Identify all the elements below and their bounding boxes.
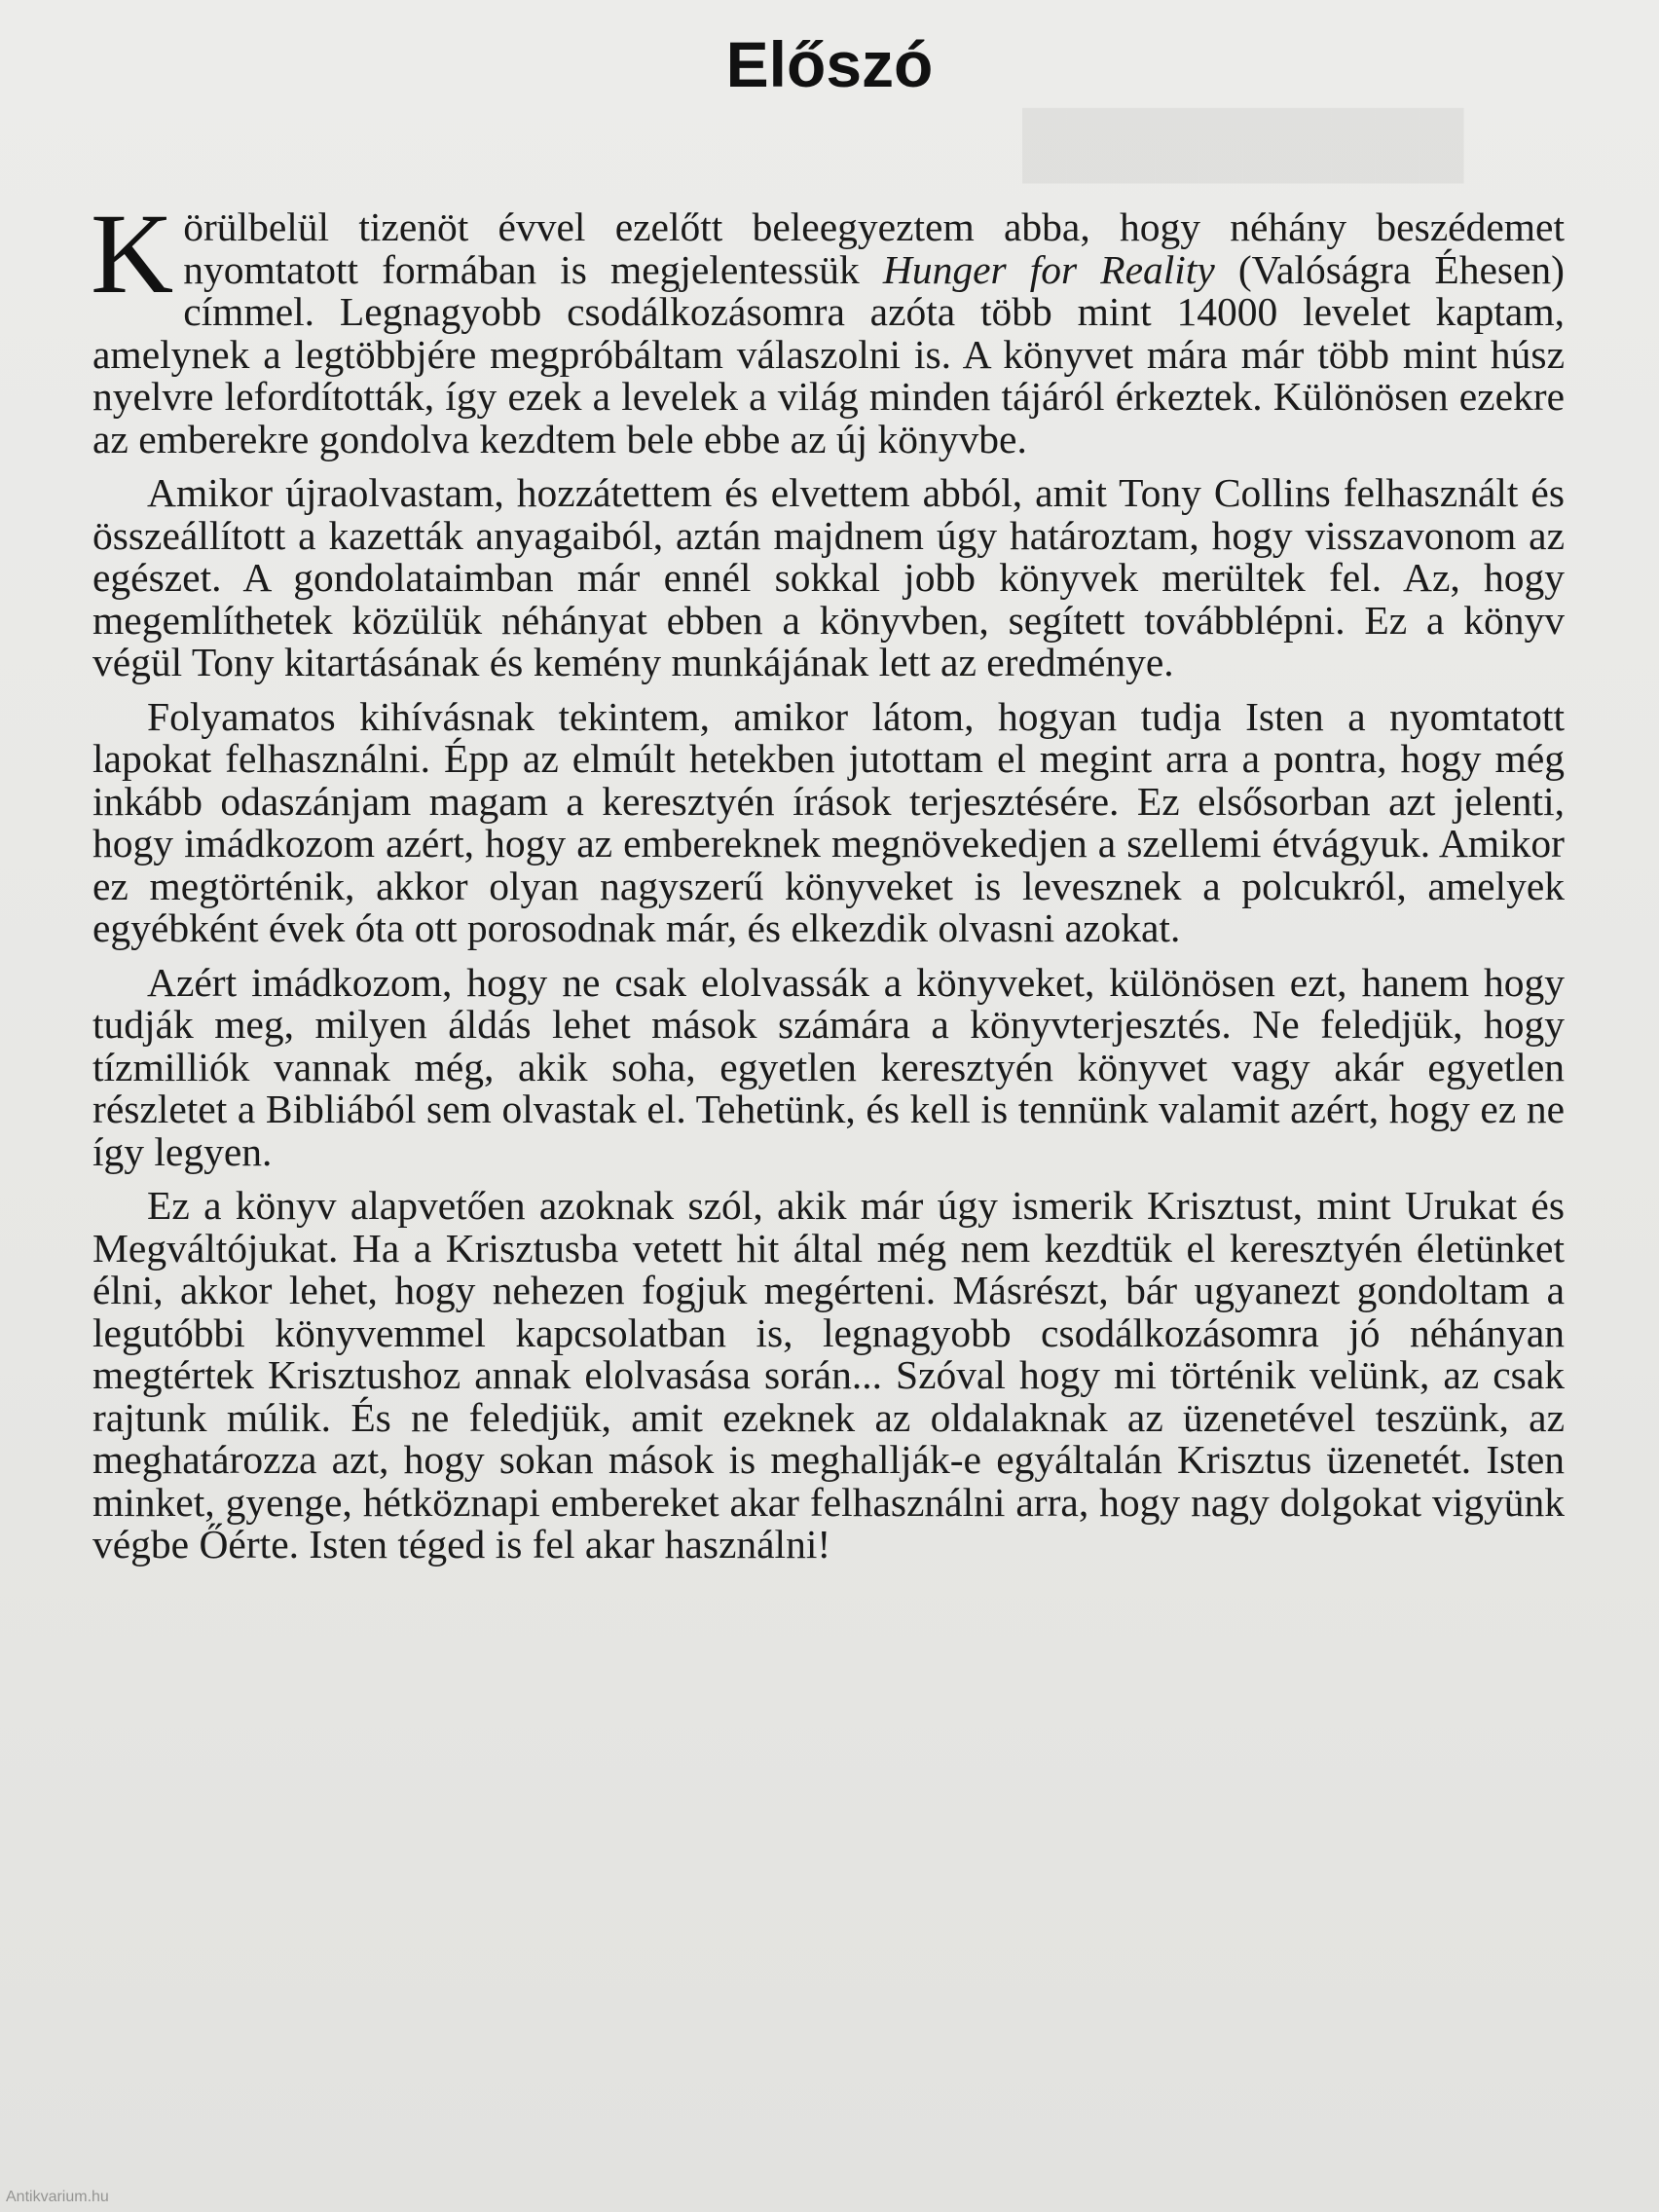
paragraph: Azért imádkozom, hogy ne csak elolvassák a könyveket, különösen ezt, hanem hogy tudják meg, milyen áldás lehet mások számára a könyvterjesztés. Ne feledjük, hogy tízmilliók vannak még, akik soha, egyetlen keresztyén könyvet vagy akár egyetlen részletet a Bibliából sem olvastak el. Tehetünk, és kell is tennünk valamit azért, hogy ez ne így legyen. bbox=[92, 959, 1565, 1174]
paragraph-text: örülbelül tizenöt évvel ezelőtt beleegyeztem abba, hogy néhány beszédemet nyomtatott formában is megjelentessük bbox=[183, 204, 1565, 292]
drop-cap: K bbox=[91, 190, 174, 317]
paragraph bbox=[91, 190, 1565, 461]
show-through-text: ██████████ bbox=[1022, 108, 1464, 178]
paragraph-text: (Valóságra Éhesen) címmel. Legnagyobb csodálkozásomra azóta több mint 14000 levelet kaptam, amelynek a legtöbbjére megpróbáltam válaszolni is. A könyvet mára már több mint húsz nyelvre lefordították, így ezek a levelek a világ minden tájáról érkeztek. Különösen ezekre az emberekre gondolva kezdtem bele ebbe az új könyvbe. bbox=[92, 246, 1565, 461]
paragraph: Amikor újraolvastam, hozzátettem és elvettem abból, amit Tony Collins felhasznált és összeállított a kazetták anyagaiból, aztán majdnem úgy határoztam, hogy visszavonom az egészet. A gondolataimban már ennél sokkal jobb könyvek merültek fel. Az, hogy megemlíthetek közülük néhányat ebben a könyvben, segített továbblépni. Ez a könyv végül Tony kitartásának és kemény munkájának lett az eredménye. bbox=[92, 470, 1565, 684]
watermark: Antikvarium.hu bbox=[6, 2189, 109, 2205]
body-text bbox=[91, 190, 1565, 1578]
page-title: Előszó bbox=[725, 28, 934, 100]
paragraph: Ez a könyv alapvetően azoknak szól, akik már úgy ismerik Krisztust, mint Urukat és Megváltójukat. Ha a Krisztusba vetett hit által még nem kezdtük el keresztyén életünket élni, akkor lehet, hogy nehezen fogjuk megérteni. Másrészt, bár ugyanezt gondoltam a legutóbbi könyvemmel kapcsolatban is, legnagyobb csodálkozásomra jó néhányan megtértek Krisztushoz annak elolvasása során... Szóval hogy mi történik velünk, az csak rajtunk múlik. És ne feledjük, amit ezeknek az oldalaknak az üzenetével teszünk, az meghatározza azt, hogy sokan mások is meghallják-e egyáltalán Krisztus üzenetét. Isten minket, gyenge, hétköznapi embereket akar felhasználni arra, hogy nagy dolgokat vigyünk végbe Őérte. Isten téged is fel akar használni! bbox=[92, 1183, 1565, 1567]
paragraph: Folyamatos kihívásnak tekintem, amikor látom, hogyan tudja Isten a nyomtatott lapokat felhasználni. Épp az elmúlt hetekben jutottam el megint arra a pontra, hogy még inkább odaszánjam magam a keresztyén írások terjesztésére. Ez elsősorban azt jelenti, hogy imádkozom azért, hogy az embereknek megnövekedjen a szellemi étvágyuk. Amikor ez megtörténik, akkor olyan nagyszerű könyveket is levesznek a polcukról, amelyek egyébként évek óta ott porosodnak már, és elkezdik olvasni azokat. bbox=[92, 693, 1565, 950]
book-title-italic: Hunger for Reality bbox=[882, 246, 1215, 292]
